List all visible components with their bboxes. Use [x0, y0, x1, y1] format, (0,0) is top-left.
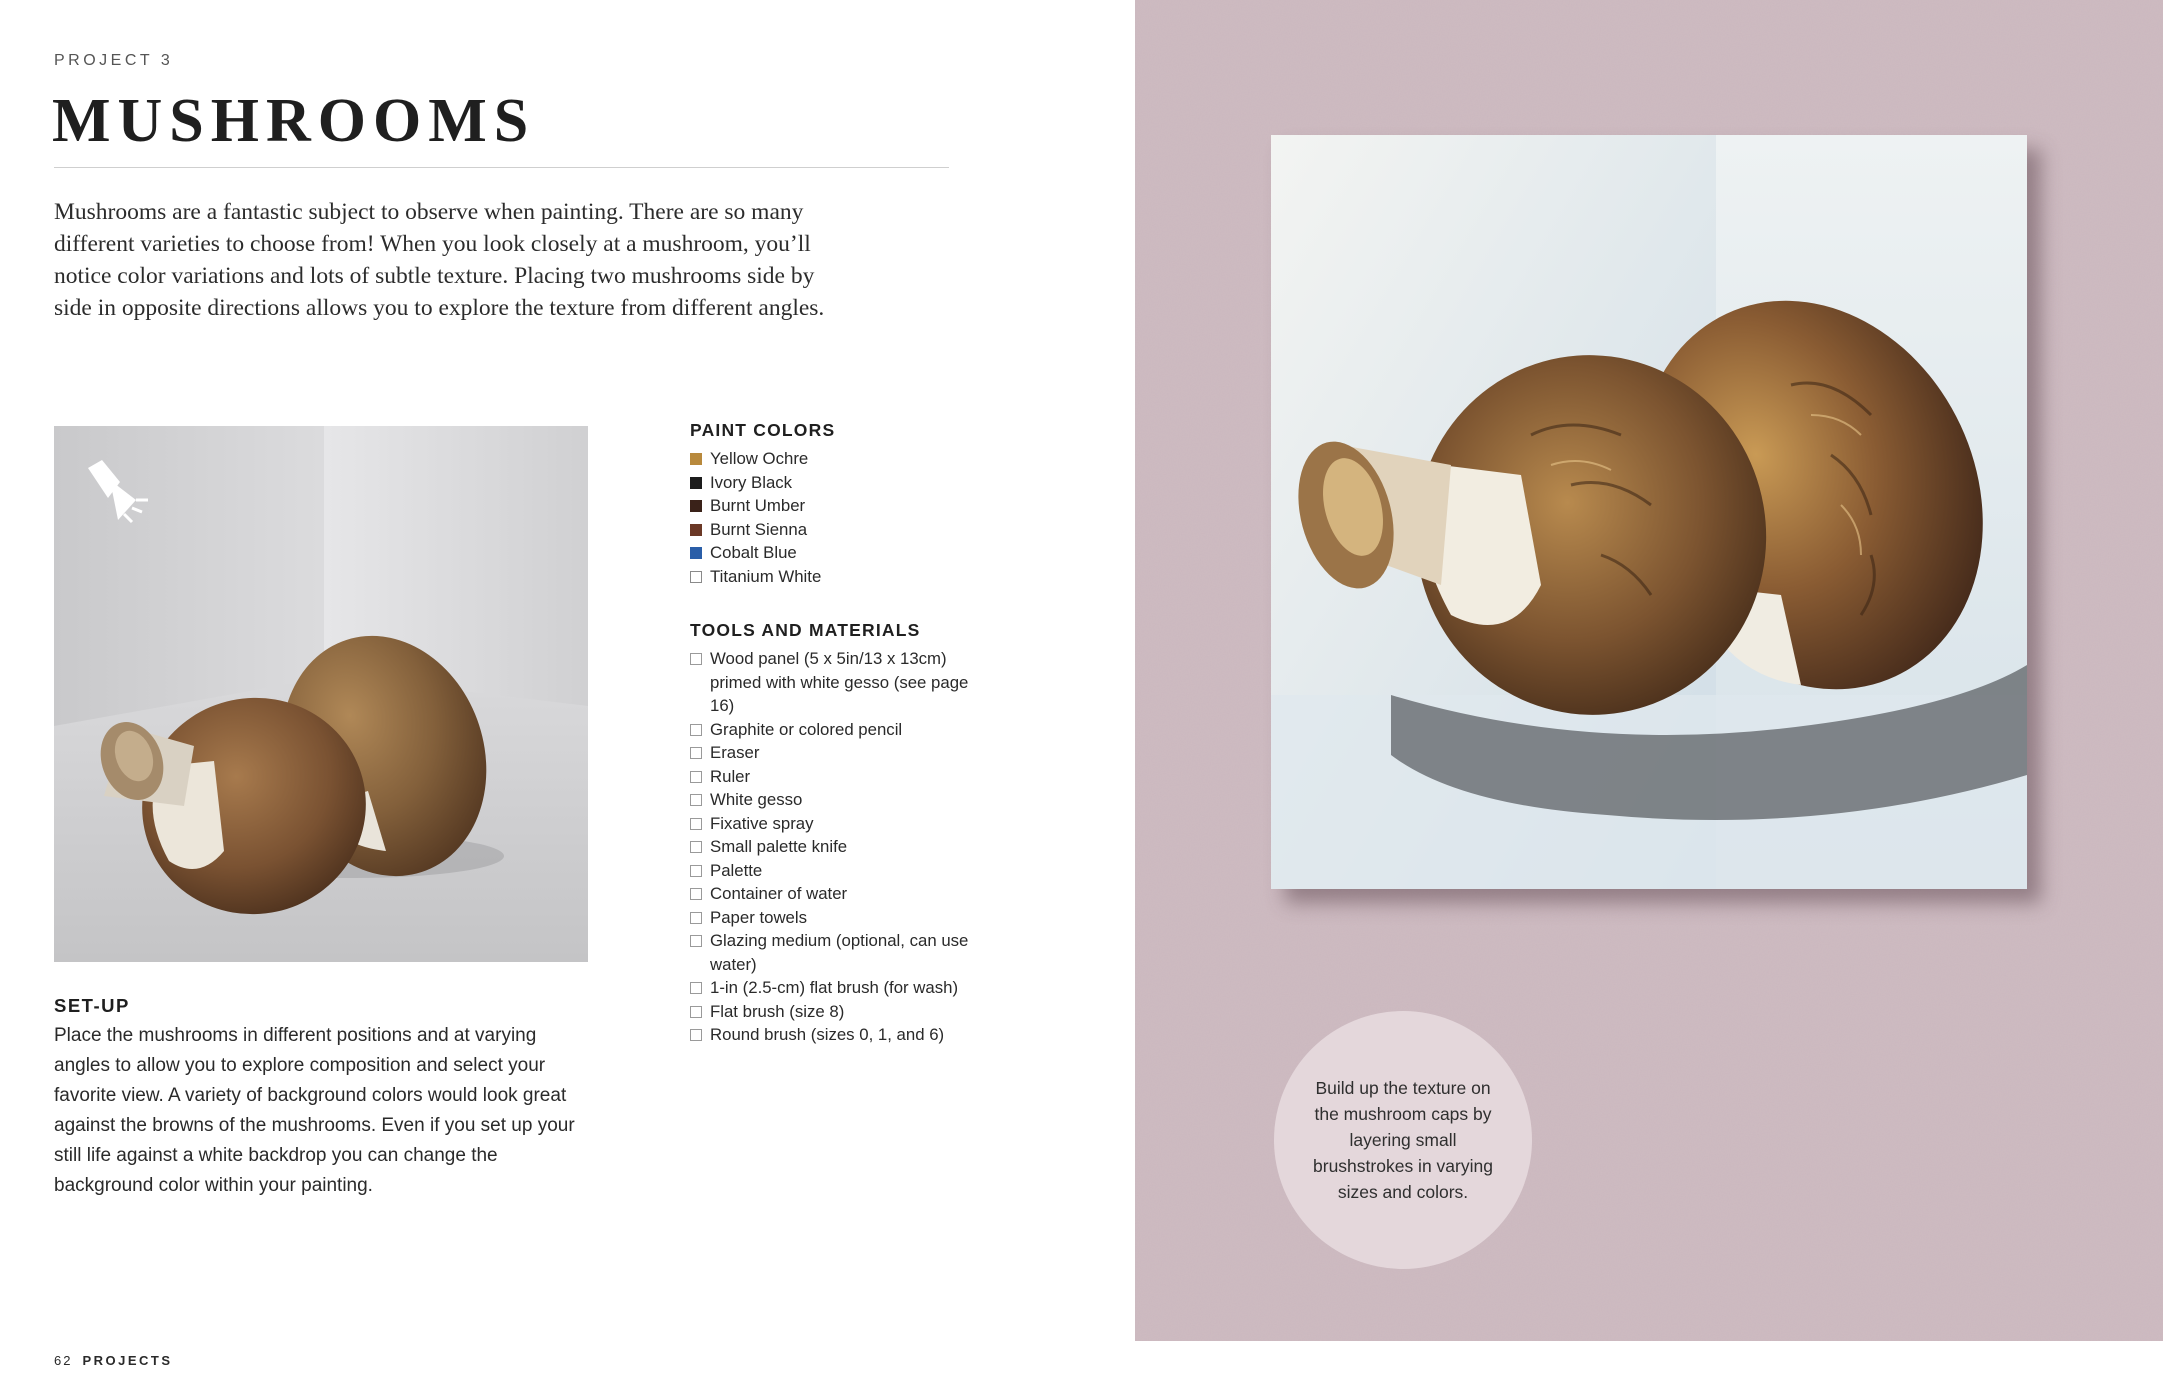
setup-text: Place the mushrooms in different positions and at varying angles to allow you to explore composition and select your favorite view. A variety of background colors would look great against the browns of the mushrooms. Even if you set up your still life against a white backdrop you can change the background color within your painting.: [54, 1025, 575, 1196]
tool-item: [690, 859, 980, 883]
tool-label: Ruler: [710, 766, 751, 786]
tool-item: [690, 788, 980, 812]
paint-color-item: [690, 494, 980, 518]
color-swatch-icon: [690, 500, 702, 512]
mushroom-painting-image: [1271, 135, 2027, 889]
lamp-icon: [80, 454, 150, 524]
checkbox-icon: [690, 794, 702, 806]
intro-paragraph: Mushrooms are a fantastic subject to observe when painting. There are so many different varieties to choose from! When you look closely at a mushroom, you’ll notice color variations and lots of subtle texture. Placing two mushrooms side by side in opposite directions allows you to explore the texture from different angles.: [54, 199, 825, 321]
project-label: PROJECT 3: [54, 52, 174, 69]
tool-item: [690, 1023, 980, 1047]
checkbox-icon: [690, 1006, 702, 1018]
mushroom-painting: [1271, 135, 2027, 889]
tool-label: Flat brush (size 8): [710, 1001, 845, 1021]
checkbox-icon: [690, 724, 702, 736]
tool-label: Eraser: [710, 743, 760, 762]
tool-label: Fixative spray: [710, 813, 814, 833]
reference-photo: [54, 426, 588, 962]
color-swatch-icon: [690, 571, 702, 583]
checkbox-icon: [690, 888, 702, 900]
paint-color-item: [690, 471, 980, 495]
tool-item: [690, 718, 980, 742]
checkbox-icon: [690, 912, 702, 924]
paint-color-item: [690, 565, 980, 589]
paint-color-label: Burnt Sienna: [710, 519, 808, 539]
tool-label: 1-in (2.5-cm) flat brush (for wash): [710, 978, 959, 997]
paint-color-label: Ivory Black: [710, 472, 793, 492]
checkbox-icon: [690, 982, 702, 994]
tool-label: Small palette knife: [710, 837, 848, 856]
tool-item: [690, 1000, 980, 1024]
paint-color-label: Cobalt Blue: [710, 543, 797, 562]
paint-color-item: [690, 541, 980, 565]
tool-label: Container of water: [710, 884, 848, 903]
tool-item: [690, 976, 980, 1000]
paint-color-label: Yellow Ochre: [710, 449, 809, 468]
page-title: MUSHROOMS: [52, 87, 536, 155]
tool-item: [690, 741, 980, 765]
caption-circle: [1274, 1011, 1532, 1269]
paint-colors-section: [690, 420, 980, 588]
checkbox-icon: [690, 771, 702, 783]
tools-list: [690, 647, 980, 1047]
paint-colors-heading: PAINT COLORS: [690, 420, 836, 440]
tool-label: Round brush (sizes 0, 1, and 6): [710, 1025, 945, 1044]
tool-item: [690, 647, 980, 718]
tools-section: [690, 620, 980, 1047]
checkbox-icon: [690, 935, 702, 947]
color-swatch-icon: [690, 477, 702, 489]
title-divider: [54, 167, 949, 168]
checkbox-icon: [690, 653, 702, 665]
tool-label: Wood panel (5 x 5in/13 x 13cm) primed with white gesso (see page 16): [710, 649, 969, 715]
caption-text: Build up the texture on the mushroom caps by layering small brushstrokes in varying sizes and colors.: [1313, 1078, 1493, 1202]
tool-label: White gesso: [710, 790, 803, 809]
tool-item: [690, 835, 980, 859]
checkbox-icon: [690, 747, 702, 759]
folio: [54, 1353, 173, 1368]
tool-item: [690, 906, 980, 930]
checkbox-icon: [690, 865, 702, 877]
paint-color-label: Burnt Umber: [710, 496, 806, 515]
paint-colors-list: [690, 447, 980, 588]
tool-item: [690, 882, 980, 906]
checkbox-icon: [690, 1029, 702, 1041]
setup-heading: SET-UP: [54, 995, 130, 1016]
tool-item: [690, 929, 980, 976]
tool-label: Glazing medium (optional, can use water): [710, 931, 969, 974]
color-swatch-icon: [690, 453, 702, 465]
checkbox-icon: [690, 818, 702, 830]
tool-label: Paper towels: [710, 907, 808, 927]
tool-label: Graphite or colored pencil: [710, 719, 903, 739]
page-bottom-margin: [1135, 1341, 2163, 1375]
page-number: 62: [54, 1353, 73, 1368]
tool-item: [690, 812, 980, 836]
paint-color-item: [690, 447, 980, 471]
right-page: [1135, 0, 2163, 1341]
tools-heading: TOOLS AND MATERIALS: [690, 620, 921, 640]
checkbox-icon: [690, 841, 702, 853]
section-name: PROJECTS: [82, 1353, 173, 1368]
color-swatch-icon: [690, 547, 702, 559]
tool-label: Palette: [710, 860, 763, 880]
paint-color-item: [690, 518, 980, 542]
paint-color-label: Titanium White: [710, 566, 822, 586]
tool-item: [690, 765, 980, 789]
color-swatch-icon: [690, 524, 702, 536]
